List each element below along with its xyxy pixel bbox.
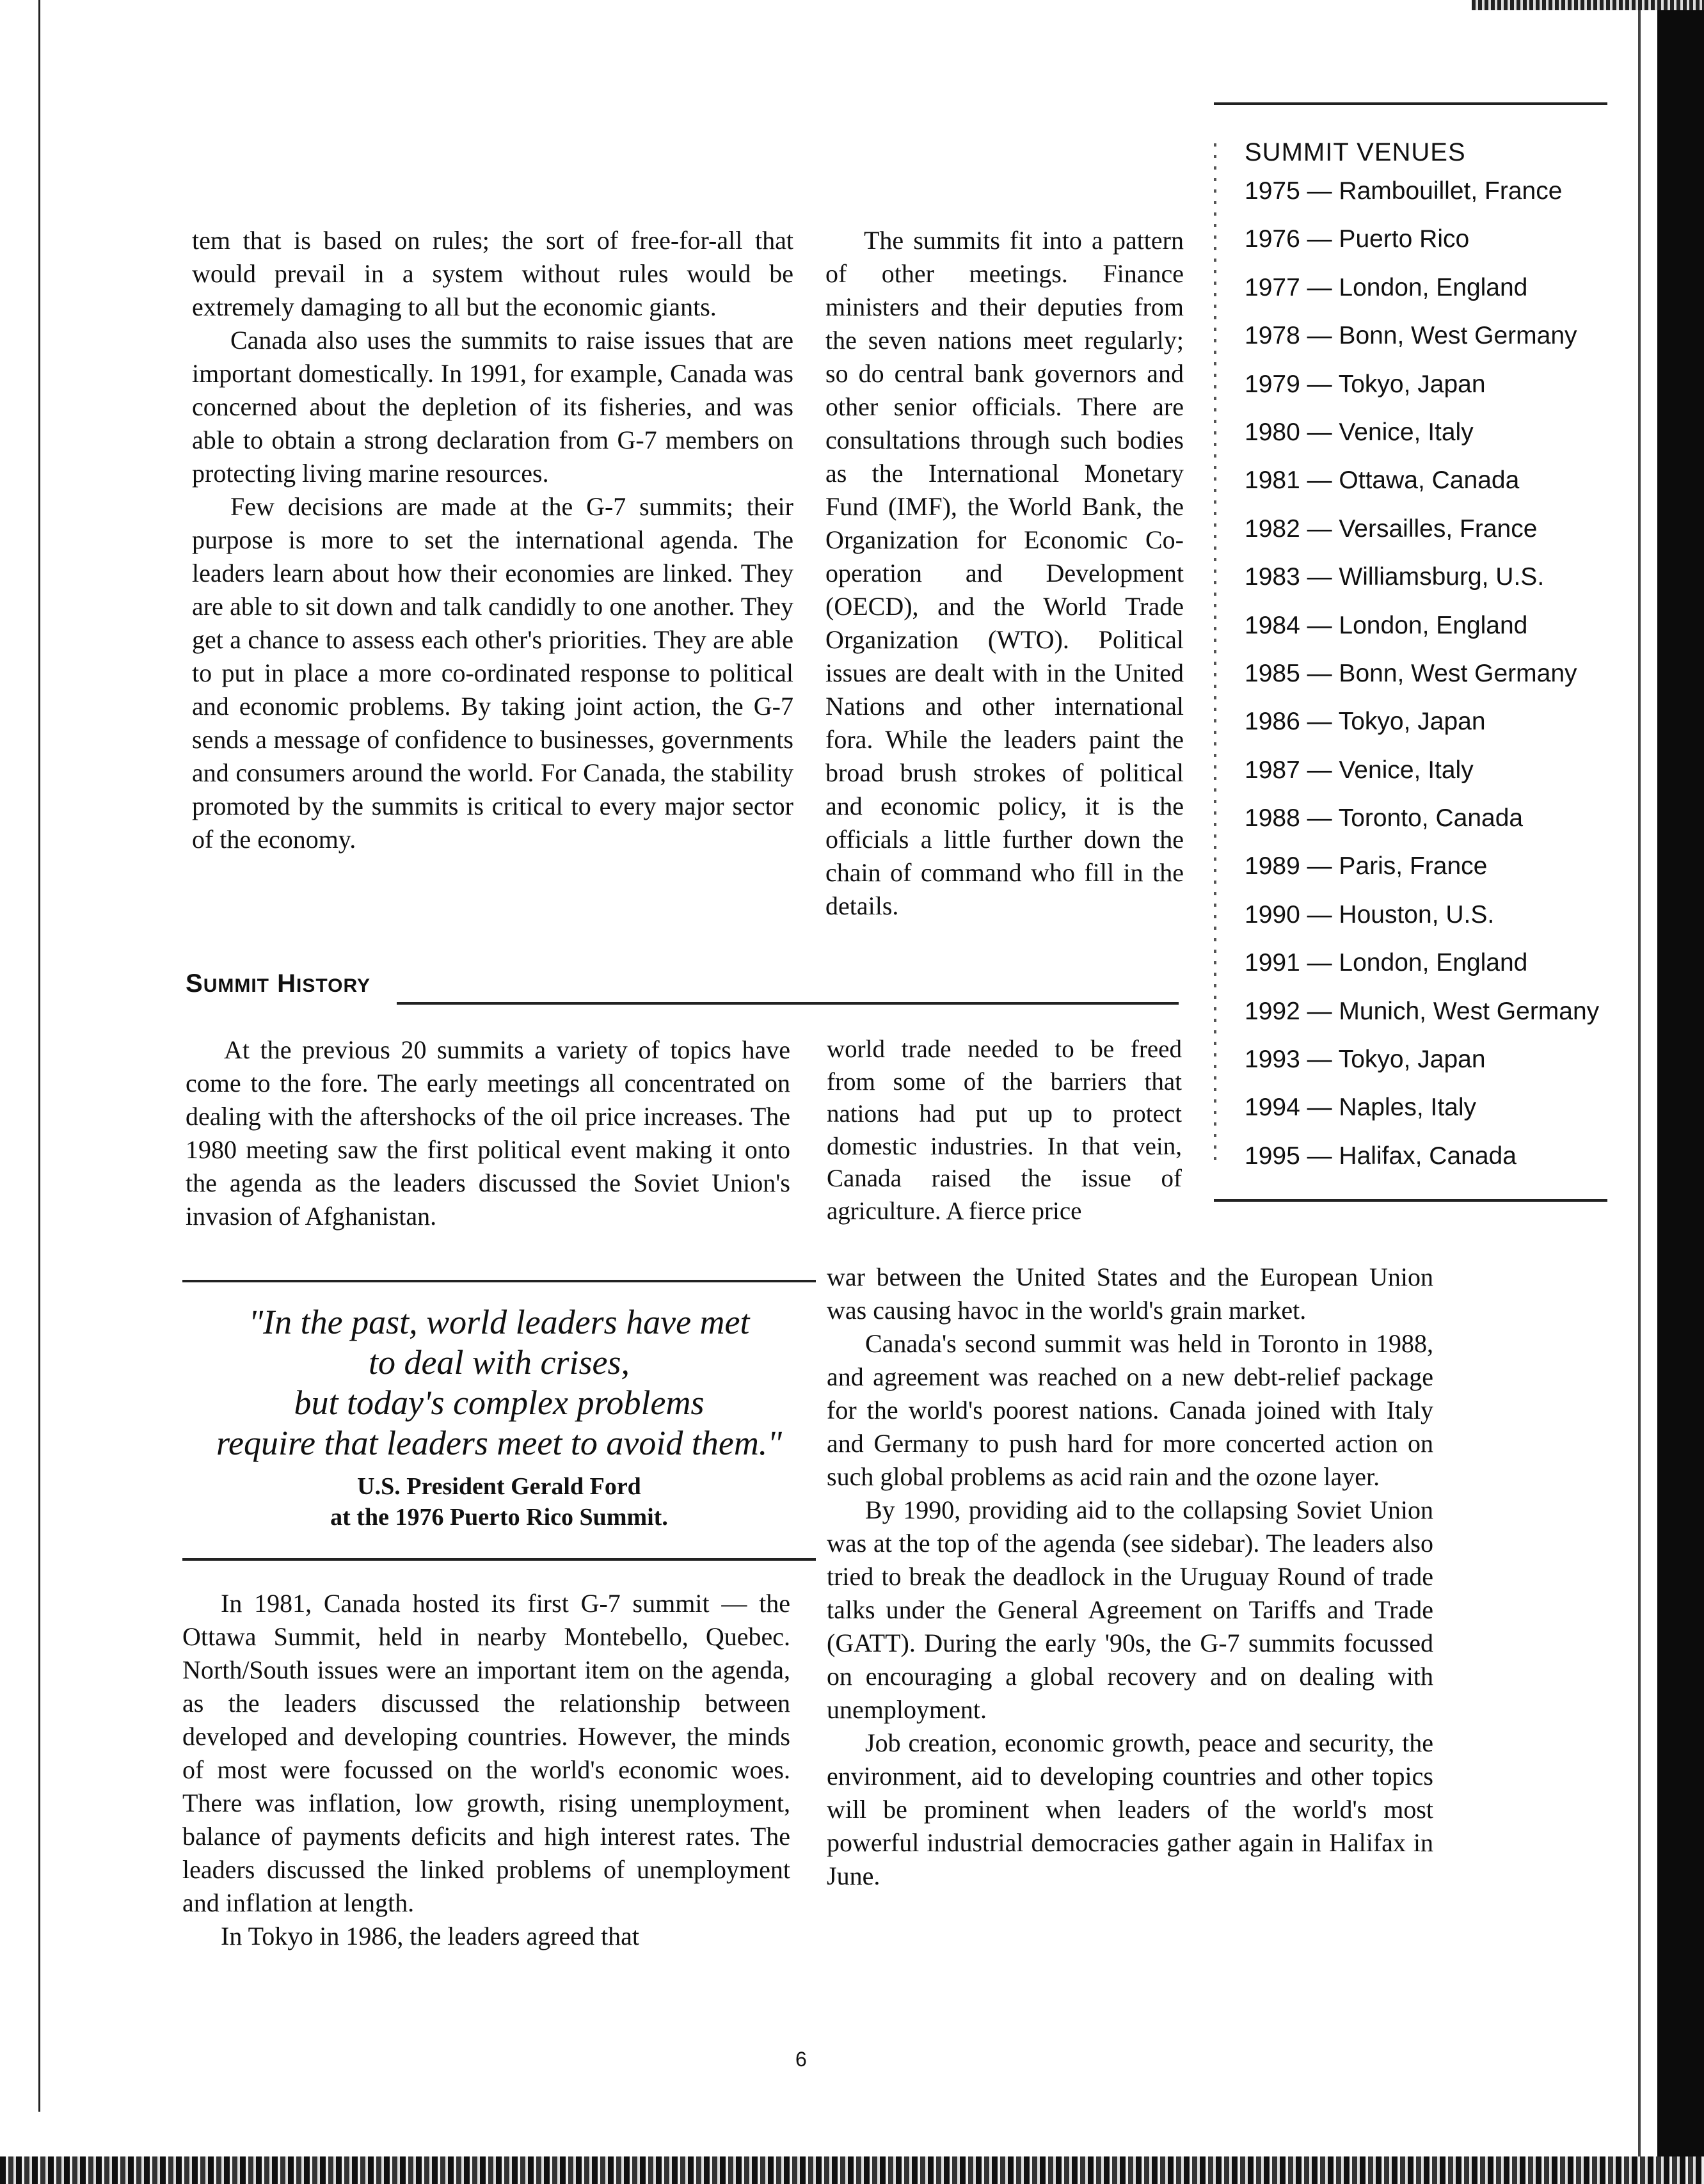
venue-item: 1984 — London, England	[1245, 611, 1528, 639]
venue-item: 1975 — Rambouillet, France	[1245, 177, 1563, 205]
venue-item: 1976 — Puerto Rico	[1245, 225, 1470, 253]
paragraph: In Tokyo in 1986, the leaders agreed that	[221, 1922, 640, 1950]
paragraph: world trade needed to be freed from some of the barriers that nations had put up to protect domestic industries. In that vein, Canada raised the issue of agriculture. A fierce price	[827, 1035, 1182, 1225]
venue-item: 1981 — Ottawa, Canada	[1245, 466, 1520, 495]
column-2-history-wide	[827, 1261, 1433, 1893]
paragraph: In 1981, Canada hosted its first G-7 summit — the Ottawa Summit, held in nearby Montebello, Quebec. North/South issues were an important item on the agenda, as the leaders discussed the relationship between developed and developing countries. However, the minds of most were focussed on the world's economic woes. There was inflation, low growth, rising unemployment, balance of payments deficits and high interest rates. The leaders discussed the linked problems of unemployment and inflation at length.	[182, 1589, 790, 1917]
paragraph: war between the United States and the European Union was causing havoc in the world's grain market.	[827, 1263, 1433, 1325]
venue-item: 1995 — Halifax, Canada	[1245, 1142, 1517, 1170]
venue-item: 1993 — Tokyo, Japan	[1245, 1046, 1486, 1074]
column-2-top	[825, 224, 1184, 923]
heading-cap: S	[186, 969, 203, 998]
venue-item: 1977 — London, England	[1245, 273, 1528, 301]
scan-edge-bottom	[0, 2156, 1704, 2184]
venue-item: 1989 — Paris, France	[1245, 852, 1488, 881]
paragraph: tem that is based on rules; the sort of free-for-all that would prevail in a system without rules would be extremely damaging to all but the economic giants.	[192, 226, 793, 321]
heading-rule	[397, 1002, 1179, 1005]
scan-edge-right-line	[1638, 0, 1641, 2184]
column-1-bottom	[182, 1587, 790, 1953]
paragraph: Few decisions are made at the G-7 summits; their purpose is more to set the international agenda. The leaders learn about how their economies are linked. They are able to sit down and talk candidly to one another. They get a chance to assess each other's priorities. They are able to put in place a more co-ordinated response to political and economic problems. By taking joint action, the G-7 sends a message of confidence to businesses, governments and consumers around the world. For Canada, the stability promoted by the summits is critical to every major sector of the economy.	[192, 492, 793, 854]
quote-text: "In the past, world leaders have met to deal with crises, but today's complex problems require that leaders meet to avoid them."	[216, 1303, 782, 1462]
heading-smallcaps: ISTORY	[296, 975, 371, 996]
venue-item: 1990 — Houston, U.S.	[1245, 900, 1495, 929]
sidebar-title: SUMMIT VENUES	[1245, 138, 1466, 166]
venue-item: 1986 — Tokyo, Japan	[1245, 708, 1486, 736]
summit-venues-sidebar	[1214, 102, 1607, 1202]
venue-item: 1987 — Venice, Italy	[1245, 756, 1474, 784]
column-2-history-narrow	[827, 1033, 1182, 1227]
paragraph: The summits fit into a pattern of other meetings. Finance ministers and their deputies from the seven nations meet regularly; so do central bank governors and other senior officials. There are consultations through such bodies as the International Monetary Fund (IMF), the World Bank, the Organization for Economic Co-operation and Development (OECD), and the World Trade Organization (WTO). Political issues are dealt with in the United Nations and other international fora. While the leaders paint the broad brush strokes of political and economic policy, it is the officials a little further down the chain of command who fill in the details.	[825, 226, 1184, 920]
paragraph: At the previous 20 summits a variety of topics have come to the fore. The early meetings all concentrated on dealing with the aftershocks of the oil price increases. The 1980 meeting saw the first political event making it onto the agenda as the leaders discussed the Soviet Union's invasion of Afghanistan.	[186, 1035, 790, 1231]
venue-item: 1988 — Toronto, Canada	[1245, 804, 1524, 833]
venues-list	[1214, 167, 1607, 1180]
paragraph: Canada also uses the summits to raise issues that are important domestically. In 1991, for example, Canada was concerned about the depletion of its fisheries, and was able to obtain a strong declaration from G-7 members on protecting living marine resources.	[192, 326, 793, 488]
scan-edge-right	[1657, 0, 1704, 2184]
venue-item: 1983 — Williamsburg, U.S.	[1245, 563, 1545, 591]
scan-edge-left	[38, 0, 40, 2112]
quote-rule-bottom	[182, 1558, 816, 1561]
pull-quote	[182, 1302, 816, 1533]
sidebar-dotted-border	[1214, 143, 1216, 1167]
quote-rule-top	[182, 1280, 816, 1282]
venue-item: 1994 — Naples, Italy	[1245, 1094, 1477, 1122]
venue-item: 1992 — Munich, West Germany	[1245, 997, 1600, 1025]
quote-attribution: U.S. President Gerald Ford at the 1976 Puerto Rico Summit.	[330, 1473, 668, 1531]
heading-cap: H	[277, 969, 297, 998]
section-heading	[186, 969, 370, 998]
venue-item: 1985 — Bonn, West Germany	[1245, 659, 1577, 687]
venue-item: 1982 — Versailles, France	[1245, 514, 1538, 543]
venue-item: 1991 — London, England	[1245, 949, 1528, 977]
paragraph: Canada's second summit was held in Toronto in 1988, and agreement was reached on a new debt-relief package for the world's poorest nations. Canada joined with Italy and Germany to push hard for more concerted action on such global problems as acid rain and the ozone layer.	[827, 1329, 1433, 1491]
venue-item: 1978 — Bonn, West Germany	[1245, 322, 1577, 350]
paragraph: By 1990, providing aid to the collapsing Soviet Union was at the top of the agenda (see sidebar). The leaders also tried to break the deadlock in the Uruguay Round of trade talks under the General Agreement on Tariffs and Trade (GATT). During the early '90s, the G-7 summits focussed on encouraging a global recovery and on dealing with unemployment.	[827, 1495, 1433, 1724]
venue-item: 1980 — Venice, Italy	[1245, 418, 1474, 446]
scan-edge-top	[1472, 0, 1704, 10]
venue-item: 1979 — Tokyo, Japan	[1245, 370, 1486, 398]
column-1-history	[186, 1033, 790, 1233]
column-1-top	[192, 224, 793, 856]
page-number: 6	[795, 2048, 807, 2071]
heading-smallcaps: UMMIT	[203, 975, 269, 996]
paragraph: Job creation, economic growth, peace and security, the environment, aid to developing countries and other topics will be prominent when leaders of the world's most powerful industrial democracies gather again in Halifax in June.	[827, 1728, 1433, 1890]
